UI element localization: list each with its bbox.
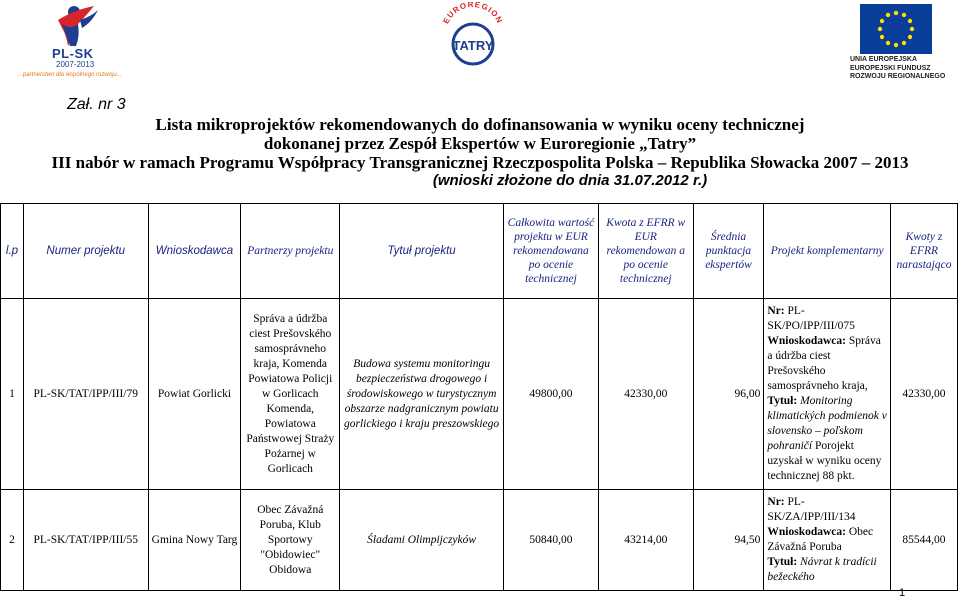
plsk-figure-icon [18, 2, 130, 50]
table-row [1, 299, 958, 490]
svg-text:EUROREGION [441, 2, 504, 25]
eu-line-2: EUROPEJSKI FUNDUSZ [850, 64, 931, 72]
kompl-nr-label: Nr: [767, 305, 785, 317]
kompl-wn-label: Wnioskodawca: [767, 335, 846, 347]
eu-line-1: UNIA EUROPEJSKA [850, 56, 918, 63]
eu-flag-icon [860, 4, 932, 54]
cell-lp: 2 [1, 490, 24, 591]
document-title-line-4 [90, 172, 960, 189]
projects-table [0, 203, 958, 591]
document-title-line-3: III nabór w ramach Programu Współpracy Transgranicznej Rzeczpospolita Polska – Republika Słowacka 2007 – 2013 [51, 153, 909, 172]
page-number: 1 [899, 587, 906, 599]
header-wnioskodawca: Wnioskodawca [148, 204, 241, 299]
annex-label: Zał. nr 3 [67, 96, 126, 113]
cell-srednia: 94,50 [693, 490, 764, 591]
kompl-wn: Správa a údržba ciest Prešovského samosprávneho kraja, [767, 335, 881, 392]
tatry-name: TATRY [452, 38, 494, 53]
cell-srednia: 96,00 [693, 299, 764, 490]
cell-kwoty: 42330,00 [890, 299, 957, 490]
cell-tytul: Budowa systemu monitoringu bezpieczeństwa drogowego i środowiskowego w turystycznym obszarze nadgranicznym powiatu gorlickiego i kraju preszowskiego [340, 299, 504, 490]
kompl-tyt: Monitoring klimatických podmienok v slovensko – poľskom pohraničí [767, 395, 887, 452]
header-lp: l.p [1, 204, 24, 299]
kompl-tyt: Návrat k tradícii bežeckého [767, 556, 877, 583]
cell-tytul: Śladami Olimpijczyków [340, 490, 504, 591]
plsk-logo-name: PL-SK [52, 46, 94, 61]
cell-numer: PL-SK/TAT/IPP/III/55 [23, 490, 148, 591]
header-numer: Numer projektu [23, 204, 148, 299]
header-calkowita: Całkowita wartość projektu w EUR rekomendowana po ocenie technicznej [504, 204, 599, 299]
cell-wnioskodawca: Gmina Nowy Targ [148, 490, 241, 591]
cell-wnioskodawca: Powiat Gorlicki [148, 299, 241, 490]
document-title-line-2: dokonanej przez Zespół Ekspertów w Euroregionie „Tatry” [263, 134, 697, 153]
cell-projekt-komplementarny [764, 299, 891, 490]
cell-numer: PL-SK/TAT/IPP/III/79 [23, 299, 148, 490]
kompl-wn-label: Wnioskodawca: [767, 526, 846, 538]
kompl-tyt-label: Tytuł: [767, 556, 798, 568]
cell-lp: 1 [1, 299, 24, 490]
euroregion-tatry-logo [438, 2, 508, 66]
header-srednia: Średnia punktacja ekspertów [693, 204, 764, 299]
plsk-logo-years: 2007-2013 [56, 60, 95, 69]
header-partnerzy: Partnerzy projektu [241, 204, 340, 299]
kompl-nr: PL-SK/ZA/IPP/III/134 [767, 496, 856, 523]
cell-projekt-komplementarny [764, 490, 891, 591]
plsk-logo-tagline: ...partnerstwo dla wspólnego rozwoju... [18, 72, 122, 78]
cell-kwota: 42330,00 [598, 299, 693, 490]
plsk-programme-logo [18, 2, 130, 82]
tatry-emblem-icon [438, 2, 508, 66]
eu-logo [850, 4, 950, 82]
tatry-arc-text: EUROREGION [441, 2, 505, 26]
header-projekt-komplementarny: Projekt komplementarny [764, 204, 891, 299]
header-tytul: Tytuł projektu [340, 204, 504, 299]
kompl-note: Porojekt uzyskał w wyniku oceny technicznej 88 pkt. [767, 440, 882, 482]
cell-kwota: 43214,00 [598, 490, 693, 591]
title4-prefix: (wnioski złożone do dnia [432, 172, 614, 189]
table-row [1, 490, 958, 591]
cell-calkowita: 49800,00 [504, 299, 599, 490]
kompl-tyt-label: Tytuł: [767, 395, 798, 407]
title4-suffix: ) [702, 172, 708, 189]
eu-logo-text [850, 56, 950, 82]
kompl-nr: PL-SK/PO/IPP/III/075 [767, 305, 855, 332]
kompl-nr-label: Nr: [767, 496, 785, 508]
document-title-line-1: Lista mikroprojektów rekomendowanych do dofinansowania w wyniku oceny technicznej [155, 115, 805, 134]
header-kwota: Kwota z EFRR w EUR rekomendowan a po ocenie technicznej [598, 204, 693, 299]
kompl-wn: Obec Závažná Poruba [767, 526, 874, 553]
table-header-row [1, 204, 958, 299]
cell-partnerzy: Správa a údržba ciest Prešovského samosprávneho kraja, Komenda Powiatowa Policji w Gorlicach Komenda, Powiatowa Państwowej Straży Pożarnej w Gorlicach [241, 299, 340, 490]
eu-line-3: ROZWOJU REGIONALNEGO [850, 73, 946, 80]
cell-calkowita: 50840,00 [504, 490, 599, 591]
header-kwoty-narastajaco: Kwoty z EFRR narastająco [890, 204, 957, 299]
title4-date: 31.07.2012 r. [613, 172, 703, 189]
cell-kwoty: 85544,00 [890, 490, 957, 591]
cell-partnerzy: Obec Závažná Poruba, Klub Sportowy "Obidowiec" Obidowa [241, 490, 340, 591]
